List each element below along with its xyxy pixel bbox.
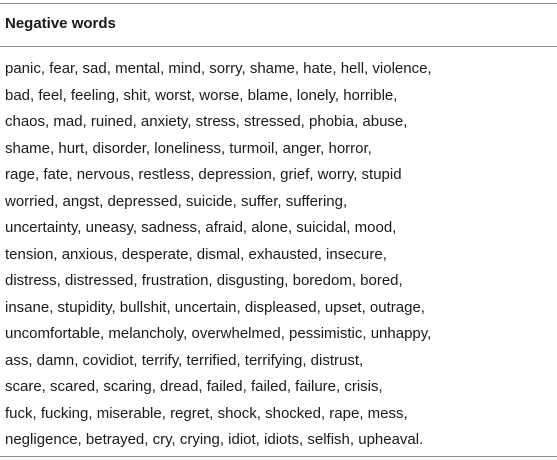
table-row: distress, distressed, frustration, disgusting, boredom, bored, (5, 272, 403, 289)
table-row: insane, stupidity, bullshit, uncertain, displeased, upset, outrage, (5, 298, 425, 316)
table-header: Negative words (5, 15, 116, 32)
table-row: ass, damn, covidiot, terrify, terrified, terrifying, distrust, (5, 351, 364, 369)
table-row: worried, angst, depressed, suicide, suffer, suffering, (5, 192, 348, 210)
table-top-rule (0, 3, 557, 4)
table-row: panic, fear, sad, mental, mind, sorry, shame, hate, hell, violence, (5, 60, 432, 77)
table-body (5, 56, 432, 454)
table-row: bad, feel, feeling, shit, worst, worse, blame, lonely, horrible, (5, 86, 398, 104)
table-row: tension, anxious, desperate, dismal, exhausted, insecure, (5, 245, 387, 263)
table-row: scare, scared, scaring, dread, failed, failed, failure, crisis, (5, 378, 383, 395)
table-header-rule (0, 46, 557, 47)
table-bottom-rule (0, 456, 557, 457)
table-row: chaos, mad, ruined, anxiety, stress, stressed, phobia, abuse, (5, 113, 408, 130)
table-row: fuck, fucking, miserable, regret, shock, shocked, rape, mess, (5, 404, 408, 422)
table-row: uncertainty, uneasy, sadness, afraid, alone, suicidal, mood, (5, 219, 397, 236)
table-row: uncomfortable, melancholy, overwhelmed, pessimistic, unhappy, (5, 325, 432, 342)
table-row: shame, hurt, disorder, loneliness, turmoil, anger, horror, (5, 139, 372, 157)
table-row: rage, fate, nervous, restless, depression, grief, worry, stupid (5, 166, 402, 183)
table-row: negligence, betrayed, cry, crying, idiot, idiots, selfish, upheaval. (5, 431, 424, 448)
